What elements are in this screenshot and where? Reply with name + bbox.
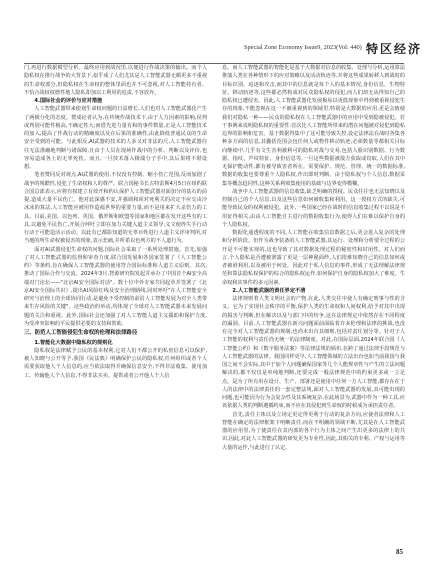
paragraph: 法律规则着人类文明社会的产物,在此,人类交往中使人有确定刑事与性的含义。它为了实现社会秩序的平衡,保护人类的生命权和人间权利,给予对其中出现的损害与判断,但在解决以及与部门中的纷争,这在法律规定中依然存在不同程度的漏洞。目前,人工智能武器在新兴问题面前面临着许多伦理和法律的挑战,也没有完全对人工智能武器的规制,也尚未出台其细则,包括对责任划分等。针对于人工智能的权利与责任尚无统一的法律制度。对此,在国际层面,2024年联合国《人工智能公约》和《数字服务法案》等法律法规的颁布,在跨了通过法律手段规范与人工智能武器的法律。我国同样更早,人工智能领域的立法出台也如当前我国与我国之间不会实际,其中于加个人问题确保国家等几个人能规章性与产生的立法问题解决的,都不仅仅是单纯地判断,还要完成一般法律规范中的约束更多或一立足点。是为了所有用在设计、生产、部署还是使用中任何一方人工智能,都存在在于人的法律中的法律责任的一套完整法规,面对人工智能武器的发展,其可能出现的问题,也可能因为行为会复杂性及其系统复杂,在此场景为,武器中作为一种工具,应该依据人类的判断遵循约束,而不应在其侵犯到生命权的时候成为承担责任者。 bbox=[222, 296, 405, 410]
paragraph: 笔者赞同反对观点,AI武器的使用,不仅没有控制、缩小伤亡范围,反而加剧了战争的残酷性,侵犯了生命权和人的尊严。联合国秘书长古特雷斯4月5日在纽约联合国总部表示,应将有权建立有效开和约认保护人工智能武器对面加分的基石的前提,造成大量平民伤亡。他对此深感不安,并强调和项对死利关的决定不应交由冷冰冰的算法,人工智能应被用作造福世界的重要力量,而不是用来扩大杀伤力的工具。目前,美国、以色列、英国、俄罗斯和欧盟等国家和地区都在发开这些有的工具,以避免平民伤亡,开展合呼吁立即在加力关键入道主义领导,义文使得失手行动行动于可能造活示活动。以此有已都影知道的无辜百姓进行人道主义评审判所,对当地的所生命权被侵害的现象,表示悲痛,并所希以色列方的不人道行为。 bbox=[24, 172, 207, 245]
paragraph: 面对AI武器侵犯生命权的问题,国际社会采取了一系列处理措施。首先,加强了对人工智能武器的监督和审查力度,联合国发展和各国家签署了《人工智能公约》等条约,旨在确保人工智能武器的使用符合国际标准和人道主义原则。其次,推动了国际合作与交流。2024年3月,智源研究院发起并承办了中国首个AI安全高端对门论坛——"北京AI安全国际对话"。数十位中外专家共同起草并签署了《北京AI安全国际共识》,提出AI风险红线及安全治理路线,同时呼吁"在人工智能安全研究与治理上的全球协同行动,是避免不受控制的前沿人工智能发展为对全人类带来生存风险的关键"。这些政治的举动,均体现了全球对人工智能武器未来发展问题的关注和重视。此外,国际社会还加强了对人工智能人道主义援助和保护力度,为受冲突影响的平民提供必要的支持和帮助。 bbox=[24, 246, 207, 327]
section-heading: 三、防范人工智能侵犯生命权的伦理和法律路径 bbox=[24, 330, 138, 337]
paragraph: 门,再进行数据模型分析。最终应用到战况里,以便进行作战决策的输出。而个人隐私权在推行战争的大背景下,似乎成了人们尤其是人工智能武器无暇更多不重视的生命权部分,但隐私权在生命权的整体里面也并不可忽视,对人工智能持有者、不恰合战权权德性地人隐私却加以工利用的追责,不容放弃。 bbox=[24, 65, 207, 96]
paragraph: 人工智能武器带来使划生命权问题的日益增长,人们也对人工智能武器化产生了两极分化的态度。赞成论者认为,在传统作战技术下,由于人力因素的影响,误判或判别可能性极高,不确定性大;而借先进力量有和的事件数量,正是人工智能技术的加入,提高了作战行动的精确度以及在后果的准确性,由此降低普通民众的生命安全受到的可能。与此相反,AI武器的技术的人多又对非法的尺,人工智能武器往往无法准确地判断与诸保障,且由于人员在现场作战中的分析、判断以及评价,也容易造成各上的无辜死伤。而且,一旦技术落入极端分子手中,其后果将不堪设想。 bbox=[24, 106, 207, 171]
paragraph: 数据化通透程度的不同,人工智能在收集信息数据之后,更会进入复杂的处理和分析阶段。但作为战争装备的人工智能武器,其运行、处理和分析要全过程的公开是不可能实现的,这也导致了其对数据处理过程的秘密性和封闭性。对人们而言,个人隐私是否遭被泄露了更是一层神秘面纱,人们很难知晓自己的信息如何或者被谁利用,以及被用于何处。因此对于私人信息的事件,形成了无法理解法律规范和算法隐私权保护的综合的隐私权运作,如何保护自身的隐私权加大了难度。生命权和其事件的多元因素。 bbox=[222, 230, 405, 286]
subsection-heading: 2.人工智能武器的责任界定不清 bbox=[232, 287, 306, 294]
paragraph: 息。而人工智能武器的智能化是基于大数据对信息的收集、处理与分析,运用算法推演人类在各种情形下的应对策略以及活动轨迹等,并将这些成果转移人到战时的目标识别、追逐和攻击,而其中的信息就是每个人的基本情况,身份信息、生物特征、移动轨迹等,这些都必然构成对民众隐私权的侵犯,而人们却无从得知自己的隐私权已遭侵害。因此,人工智能武器化发展极易以更低现象中得到被重视侵犯生存的现象,不能忽视在这一不被重视到的领域里,特别是大数据的应用,更是会致使我们对隐私一种——民众的隐私权在人工智能武器中的应用中受到隐被侵犯。若干事例来说明隐私权的重要性:首次比人工智能所带来的潜在问题被对侵犯到隐私边界的影响和危害。基于数据得集中了这可能导致失控,设定法律法在战时各集各种多方面的信息,其囊括范围会包任何人或物件移动轨迹,必须数量等都相关目标向继续中,几乎有文生害利被利可的隐私对战与交易,包括人脸识别数据、行为数据、指纹、声纹特征、身份信息等,一旦这些数据被敌方获取或窃取,人们在其中无保护能动性,都有被导致害者所在。需要保护、规范、管理、统一的数据标准,数据的收集也要尊重个人隐私权,作出即时判断。由于隐私权与个人信息,数据采集等概念趋同性,这种关系利收集使用的基础与边界变得模糊。 bbox=[222, 65, 405, 187]
subsection-heading: 1.智能化大数据中隐私权的规则化 bbox=[34, 339, 113, 346]
paragraph: 战争中人工智能武器的信息收集,缺乏明确的授权。民众往往也无法知晓以及控制自己的个人信息,以及这些信息如何被收集和利用。这一授权方式的缺失,可能导致民众的权利被侵犯。此外,一些国家已经在战时的信息收集过程不以说是不用征得相关,由由人工智能自主进行的数据收集行为,使得人们在难以保护自身的个人隐私权。 bbox=[222, 188, 405, 228]
journal-logo: 特区经济 bbox=[365, 42, 422, 56]
page-header bbox=[24, 40, 422, 60]
journal-title: Special Zone Economy Issue9, 2023(Vol: 440) bbox=[244, 44, 362, 51]
right-column bbox=[222, 64, 405, 536]
paragraph: 隐私权是法律赋予公民的基本权利,它对人们不都公开的私密信息可以保护,被人知晓与公开等予,我国《民法典》明确保护公民的隐私权,任何组织或者个人需要获取他人个人信息的,应当依法取得并确保信息安全,不得非法收集、使用加工、传输他人个人信息,不得非法买卖、提供或者公开他人个人信 bbox=[24, 347, 207, 379]
section-heading: 4.国际社会的评价与应对措施 bbox=[34, 98, 103, 104]
left-column bbox=[24, 64, 207, 536]
page-number: 85 bbox=[396, 548, 403, 556]
paragraph: 首先,责任主体以及立场定更定得更利于行动的复杂方向,应使者法律和人工智能在确定的法律框架下明晰责任,而在不明确的领域不断,尤其是在人工智能武器的应用里,为了使责任在其内部的各个行为主体之间产生出更多的法律上的共识,因此,对此人工智能武器的研发更为专业性,因此,其相关的专利、产权与运用等大量的运作,与此进行了认定。 bbox=[222, 411, 405, 451]
